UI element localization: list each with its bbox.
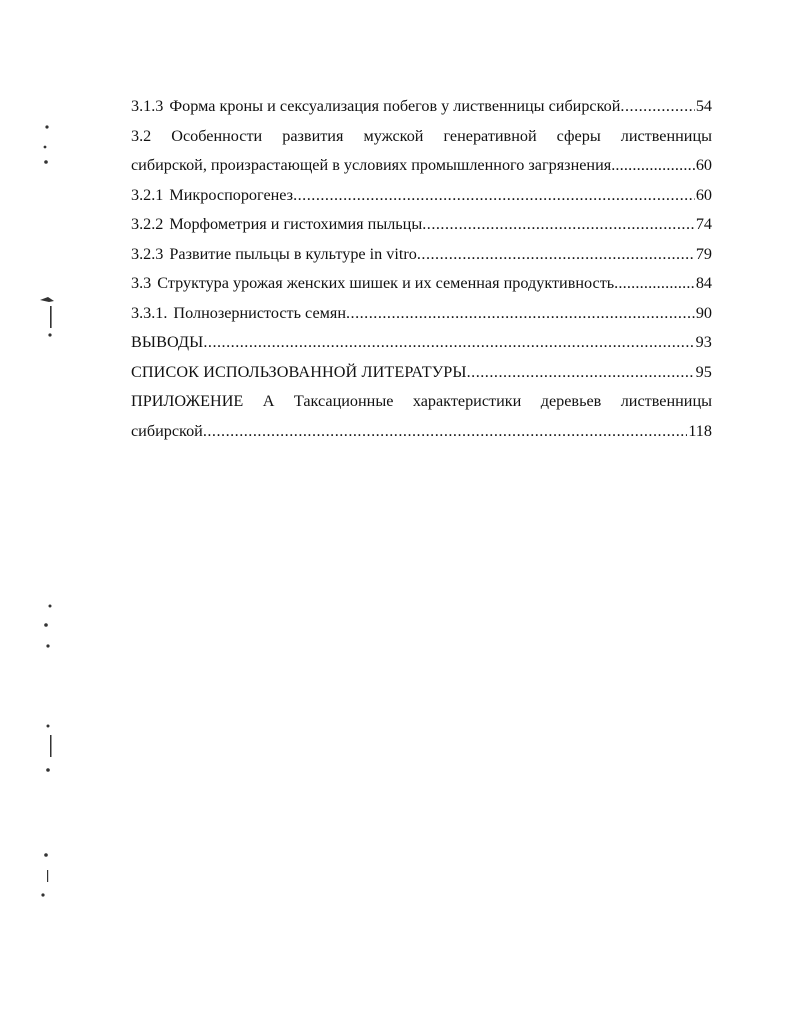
section-number: 3.3.1.: [131, 303, 168, 322]
section-title: СПИСОК ИСПОЛЬЗОВАННОЙ ЛИТЕРАТУРЫ: [131, 362, 467, 381]
page-number: 54: [695, 97, 712, 115]
section-title: Морфометрия и гистохимия пыльцы: [169, 215, 423, 233]
page-number: 60: [695, 185, 712, 204]
section-title: Микроспорогенез: [169, 185, 294, 204]
section-number: 3.2.1: [131, 185, 164, 204]
section-title: Структура урожая женских шишек и их семенная продуктивность: [157, 274, 615, 292]
section-title: Форма кроны и сексуализация побегов у лиственницы сибирской: [169, 97, 621, 115]
section-number: 3.2.3: [131, 244, 164, 263]
section-number: 3.2: [131, 126, 152, 145]
section-title: Развитие пыльцы в культуре in vitro: [169, 244, 417, 263]
section-title: Полнозернистость семян: [173, 303, 346, 322]
page-number: 84: [695, 274, 712, 292]
page-number: 74: [695, 215, 712, 233]
section-title-line-2: сибирской, произрастающей в условиях промышленного загрязнения: [131, 156, 612, 174]
section-title-line-1: ПРИЛОЖЕНИЕ А Таксационные характеристики деревьев лиственницы: [131, 392, 712, 410]
page-number: 60: [695, 156, 712, 174]
page-number: 90: [695, 303, 712, 322]
section-number: 3.2.2: [131, 215, 164, 233]
page-number: 79: [695, 244, 712, 263]
page-number: 118: [688, 421, 712, 440]
section-number: 3.1.3: [131, 97, 164, 115]
section-title: ВЫВОДЫ: [131, 333, 204, 351]
page-number: 93: [695, 333, 712, 351]
page-number: 95: [695, 362, 712, 381]
section-title-line-1: Особенности развития мужской генеративной сферы лиственницы: [171, 126, 712, 145]
section-number: 3.3: [131, 274, 152, 292]
section-title-line-2: сибирской: [131, 421, 203, 440]
